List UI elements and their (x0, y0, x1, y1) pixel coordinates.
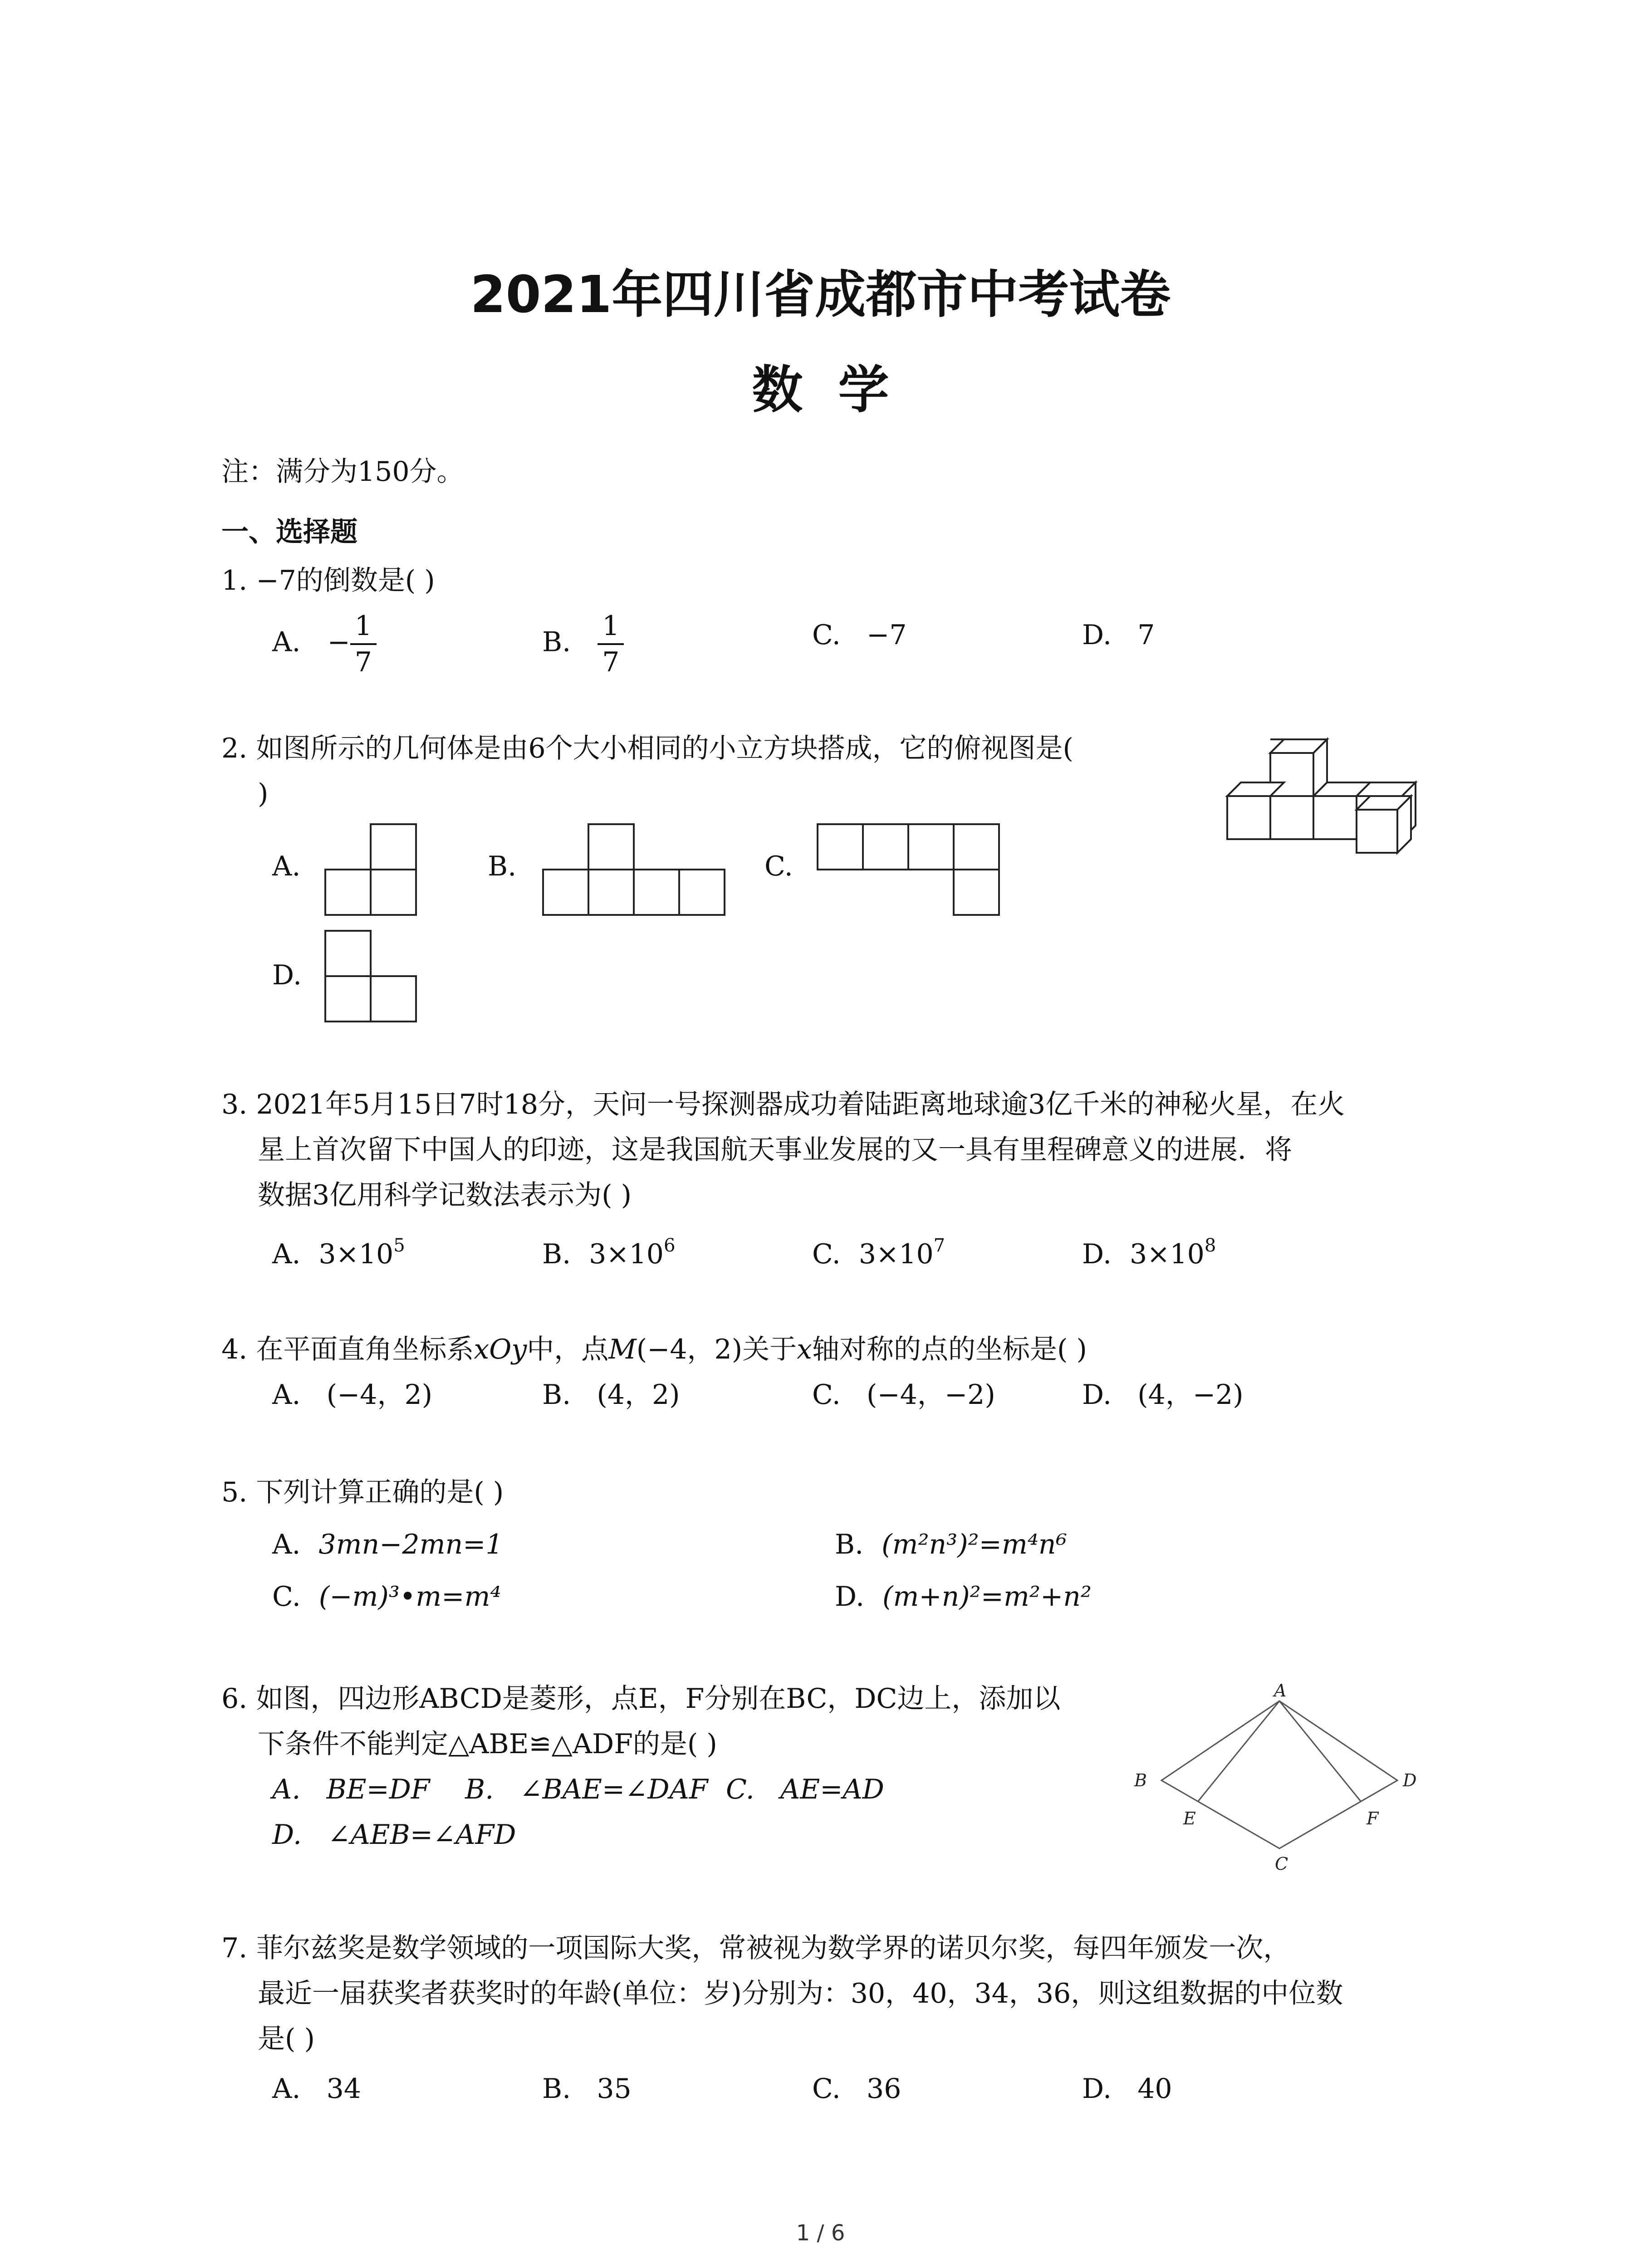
question-6-stem-line-2: 下条件不能判定△ABE≌△ADF的是( ) (258, 1728, 717, 1760)
q2-b-cell (543, 870, 588, 915)
q7-option-c: C. 36 (812, 2073, 901, 2105)
q3-option-b (542, 1236, 675, 1272)
q5-option-a-expr: 3mn−2mn=1 (318, 1529, 503, 1560)
q1-option-c: C. −7 (812, 619, 907, 651)
question-3-stem-line-1: 3. 2021年5月15日7时18分，天问一号探测器成功着陆距离地球逾3亿千米的神秘火星，在火 (221, 1089, 1345, 1120)
q4-stem-var-x: x (797, 1334, 812, 1365)
q4-stem-var-m: M (608, 1334, 637, 1365)
q5-option-a-label: A. (272, 1529, 301, 1560)
q3-option-c-label: C. (812, 1238, 841, 1270)
q6-rhombus-outline (1161, 1701, 1397, 1848)
q2-option-d-label: D. (272, 959, 302, 991)
q5-option-d-label: D. (835, 1581, 865, 1613)
q6-option-a: A. BE=DF (272, 1774, 430, 1805)
q3-option-d-exponent: 8 (1204, 1235, 1216, 1256)
q2-a-cell (371, 870, 416, 915)
q2-option-b-figure (542, 823, 733, 923)
q4-stem-part-3: (−4，2)关于 (636, 1334, 797, 1365)
q6-segment-af (1279, 1701, 1361, 1802)
question-1-stem: 1. −7的倒数是( ) (221, 565, 435, 596)
q4-stem-part-1: 4. 在平面直角坐标系 (221, 1334, 474, 1365)
q1-option-b-fraction (598, 612, 624, 676)
q1-option-a-numerator: 1 (350, 612, 377, 645)
q2-option-c-label: C. (764, 850, 793, 882)
q4-option-c: C. (−4，−2) (812, 1379, 995, 1411)
question-2-stem-line-2: ) (258, 778, 269, 810)
q4-stem-part-2: 中，点 (527, 1334, 609, 1365)
q3-option-b-exponent: 6 (663, 1235, 676, 1256)
q3-option-a-exponent: 5 (393, 1235, 405, 1256)
score-note: 注：满分为150分。 (221, 456, 464, 488)
q2-front-cube-front (1357, 810, 1397, 853)
question-7-stem-line-2: 最近一届获奖者获奖时的年龄(单位：岁)分别为：30，40，34，36，则这组数据的中位数 (258, 1978, 1343, 2009)
q2-option-c-figure (817, 823, 1007, 923)
q2-c-cell (954, 870, 999, 915)
q7-option-b: B. 35 (542, 2073, 632, 2105)
q2-c-cell (954, 824, 999, 870)
exam-title: 2021年四川省成都市中考试卷 (470, 265, 1171, 324)
q5-option-b (835, 1526, 1067, 1563)
q3-option-d-base: 3×10 (1130, 1238, 1205, 1270)
q1-option-b-label: B. (542, 626, 571, 658)
question-6-stem-line-1: 6. 如图，四边形ABCD是菱形，点E，F分别在BC，DC边上，添加以 (221, 1683, 1061, 1715)
question-4-stem (221, 1331, 1087, 1368)
q1-option-a-denominator: 7 (354, 646, 372, 678)
q5-option-d-expr: (m+n)²=m²+n² (882, 1581, 1092, 1613)
q4-option-d: D. (4，−2) (1082, 1379, 1244, 1411)
section-heading: 一、选择题 (221, 516, 358, 548)
q2-a-cell (325, 870, 371, 915)
q6-label-d: D (1403, 1770, 1417, 1790)
q5-option-c (272, 1579, 501, 1615)
q1-option-b-denominator: 7 (602, 646, 620, 678)
q6-option-c: C. AE=AD (726, 1774, 884, 1805)
q4-option-a: A. (−4，2) (272, 1379, 433, 1411)
page-number: 1 / 6 (796, 2220, 845, 2246)
question-5-stem: 5. 下列计算正确的是( ) (221, 1476, 504, 1508)
q4-stem-var-xoy: xOy (474, 1334, 527, 1365)
q5-option-b-expr: (m²n³)²=m⁴n⁶ (882, 1529, 1067, 1560)
q5-option-a (272, 1526, 503, 1563)
q3-option-b-label: B. (542, 1238, 571, 1270)
q4-stem-part-4: 轴对称的点的坐标是( ) (812, 1334, 1087, 1365)
q1-option-b-numerator: 1 (598, 612, 624, 645)
q2-c-cell (863, 824, 908, 870)
q2-c-cell (818, 824, 863, 870)
q2-bottom-cube-1 (1227, 796, 1270, 839)
q2-option-a-figure (324, 823, 424, 923)
q3-option-d-label: D. (1082, 1238, 1112, 1270)
q1-option-b (542, 612, 624, 676)
q1-option-d: D. 7 (1082, 619, 1155, 651)
q5-option-b-label: B. (835, 1529, 864, 1560)
q1-option-a-sign: − (327, 626, 350, 658)
q6-label-a: A (1274, 1681, 1287, 1701)
q2-b-cell (588, 824, 634, 870)
q4-option-b: B. (4，2) (542, 1379, 680, 1411)
q6-label-f: F (1367, 1809, 1379, 1828)
q6-label-c: C (1275, 1854, 1288, 1874)
q2-solid-figure (1220, 739, 1474, 857)
q2-b-cell (679, 870, 725, 915)
q3-option-a-base: 3×10 (318, 1238, 394, 1270)
q2-option-b-label: B. (488, 850, 517, 882)
q3-option-d (1082, 1236, 1216, 1272)
question-3-stem-line-2: 星上首次留下中国人的印迹，这是我国航天事业发展的又一具有里程碑意义的进展．将 (258, 1134, 1292, 1166)
q6-option-d: D. ∠AEB=∠AFD (272, 1819, 516, 1851)
subject-title: 数 学 (752, 361, 889, 420)
q1-option-a (272, 612, 377, 676)
q2-d-cell (325, 976, 371, 1022)
q3-option-b-base: 3×10 (589, 1238, 664, 1270)
q2-bottom-cube-3 (1313, 796, 1357, 839)
q6-rhombus-figure (1125, 1683, 1470, 1887)
q3-option-a (272, 1236, 405, 1272)
q5-option-c-label: C. (272, 1581, 301, 1613)
q2-d-cell (325, 931, 371, 976)
q2-option-a-label: A. (272, 850, 301, 882)
q5-option-d (835, 1579, 1092, 1615)
q6-segment-ae (1198, 1701, 1279, 1802)
q1-option-a-fraction (350, 612, 377, 676)
q3-option-c-exponent: 7 (933, 1235, 945, 1256)
q2-a-cell (371, 824, 416, 870)
question-7-stem-line-1: 7. 菲尔兹奖是数学领域的一项国际大奖，常被视为数学界的诺贝尔奖，每四年颁发一次， (221, 1932, 1291, 1964)
question-7-stem-line-3: 是( ) (258, 2023, 315, 2055)
question-3-stem-line-3: 数据3亿用科学记数法表示为( ) (258, 1179, 632, 1211)
q3-option-c (812, 1236, 945, 1272)
q7-option-a: A. 34 (272, 2073, 361, 2105)
q5-option-c-expr: (−m)³•m=m⁴ (318, 1581, 501, 1613)
q7-option-d: D. 40 (1082, 2073, 1172, 2105)
q2-b-cell (588, 870, 634, 915)
q2-c-cell (908, 824, 954, 870)
q1-option-a-label: A. (272, 626, 301, 658)
q3-option-a-label: A. (272, 1238, 301, 1270)
q2-bottom-cube-2 (1270, 796, 1313, 839)
q6-label-b: B (1134, 1770, 1147, 1790)
q6-option-b: B. ∠BAE=∠DAF (465, 1774, 708, 1805)
q6-label-e: E (1183, 1809, 1196, 1828)
q3-option-c-base: 3×10 (858, 1238, 934, 1270)
q2-option-d-figure (324, 930, 424, 1030)
q2-b-cell (634, 870, 679, 915)
question-2-stem-line-1: 2. 如图所示的几何体是由6个大小相同的小立方块搭成，它的俯视图是( (221, 733, 1073, 764)
q2-d-cell (371, 976, 416, 1022)
